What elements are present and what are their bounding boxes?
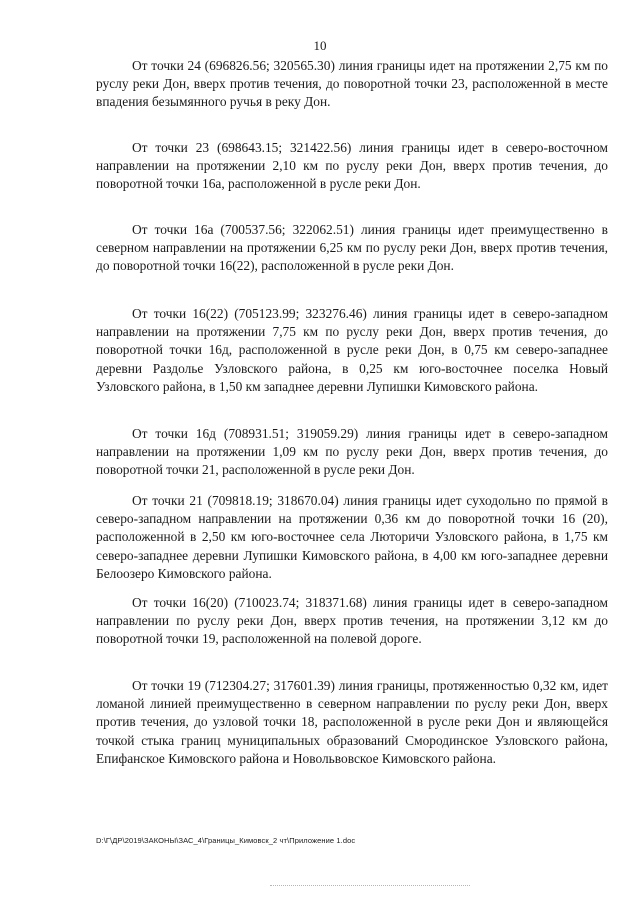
scan-artifact-line (270, 885, 470, 886)
paragraph-point-16-22: От точки 16(22) (705123.99; 323276.46) линия границы идет в северо-западном направлении на протяжении 7,75 км по руслу реки Дон, вверх против течения, до поворотной точки 16д, расположенной в русле реки Дон, в 0,75 км северо-западнее деревни Раздолье Узловского района, в 0,25 км юго-восточнее поселка Новый Узловского района, в 1,50 км западнее деревни Лупишки Кимовского района. (96, 306, 608, 394)
page-number: 10 (313, 38, 327, 53)
paragraph-point-16-20: От точки 16(20) (710023.74; 318371.68) линия границы идет в северо-западном направлении по руслу реки Дон, вверх против течения, на протяжении 3,12 км до поворотной точки 19, расположенной на полевой дороге. (96, 595, 608, 647)
paragraph-point-16a: От точки 16а (700537.56; 322062.51) линия границы идет преимущественно в северном направлении на протяжении 6,25 км по руслу реки Дон, вверх против течения, до поворотной точки 16(22), расположенной в русле реки Дон. (96, 222, 608, 274)
paragraph-point-24: От точки 24 (696826.56; 320565.30) линия границы идет на протяжении 2,75 км по руслу реки Дон, вверх против течения, до поворотной точки 23, расположенной в месте впадения безымянного ручья в реку Дон. (96, 58, 608, 110)
paragraph-point-16d: От точки 16д (708931.51; 319059.29) линия границы идет в северо-западном направлении на протяжении 1,09 км по руслу реки Дон, вверх против течения, до поворотной точки 21, расположенной в русле реки Дон. (96, 426, 608, 478)
paragraph-point-23: От точки 23 (698643.15; 321422.56) линия границы идет в северо-восточном направлении на протяжении 2,10 км по руслу реки Дон, вверх против течения, до поворотной точки 16а, расположенной в русле реки Дон. (96, 140, 608, 192)
file-path-footer: D:\Г\ДР\2019\ЗАКОНЫ\ЗАС_4\Границы_Кимовск_2 чт\Приложение 1.doc (96, 836, 356, 845)
paragraph-point-19: От точки 19 (712304.27; 317601.39) линия границы, протяженностью 0,32 км, идет ломаной линией преимущественно в северном направлении по руслу реки Дон, вверх против течения, до узловой точки 18, расположенной в русле реки Дон и являющейся точкой стыка границ муниципальных образований Смородинское Узловского района, Епифанское Кимовского района и Новольвовское Кимовского района. (96, 678, 608, 766)
paragraph-point-21: От точки 21 (709818.19; 318670.04) линия границы идет суходольно по прямой в северо-западном направлении на протяжении 0,36 км до поворотной точки 16 (20), расположенной в 2,50 км юго-восточнее села Люторичи Узловского района, в 1,75 км северо-западнее деревни Лупишки Кимовского района, в 4,00 км юго-западнее деревни Белоозеро Кимовского района. (96, 493, 608, 581)
